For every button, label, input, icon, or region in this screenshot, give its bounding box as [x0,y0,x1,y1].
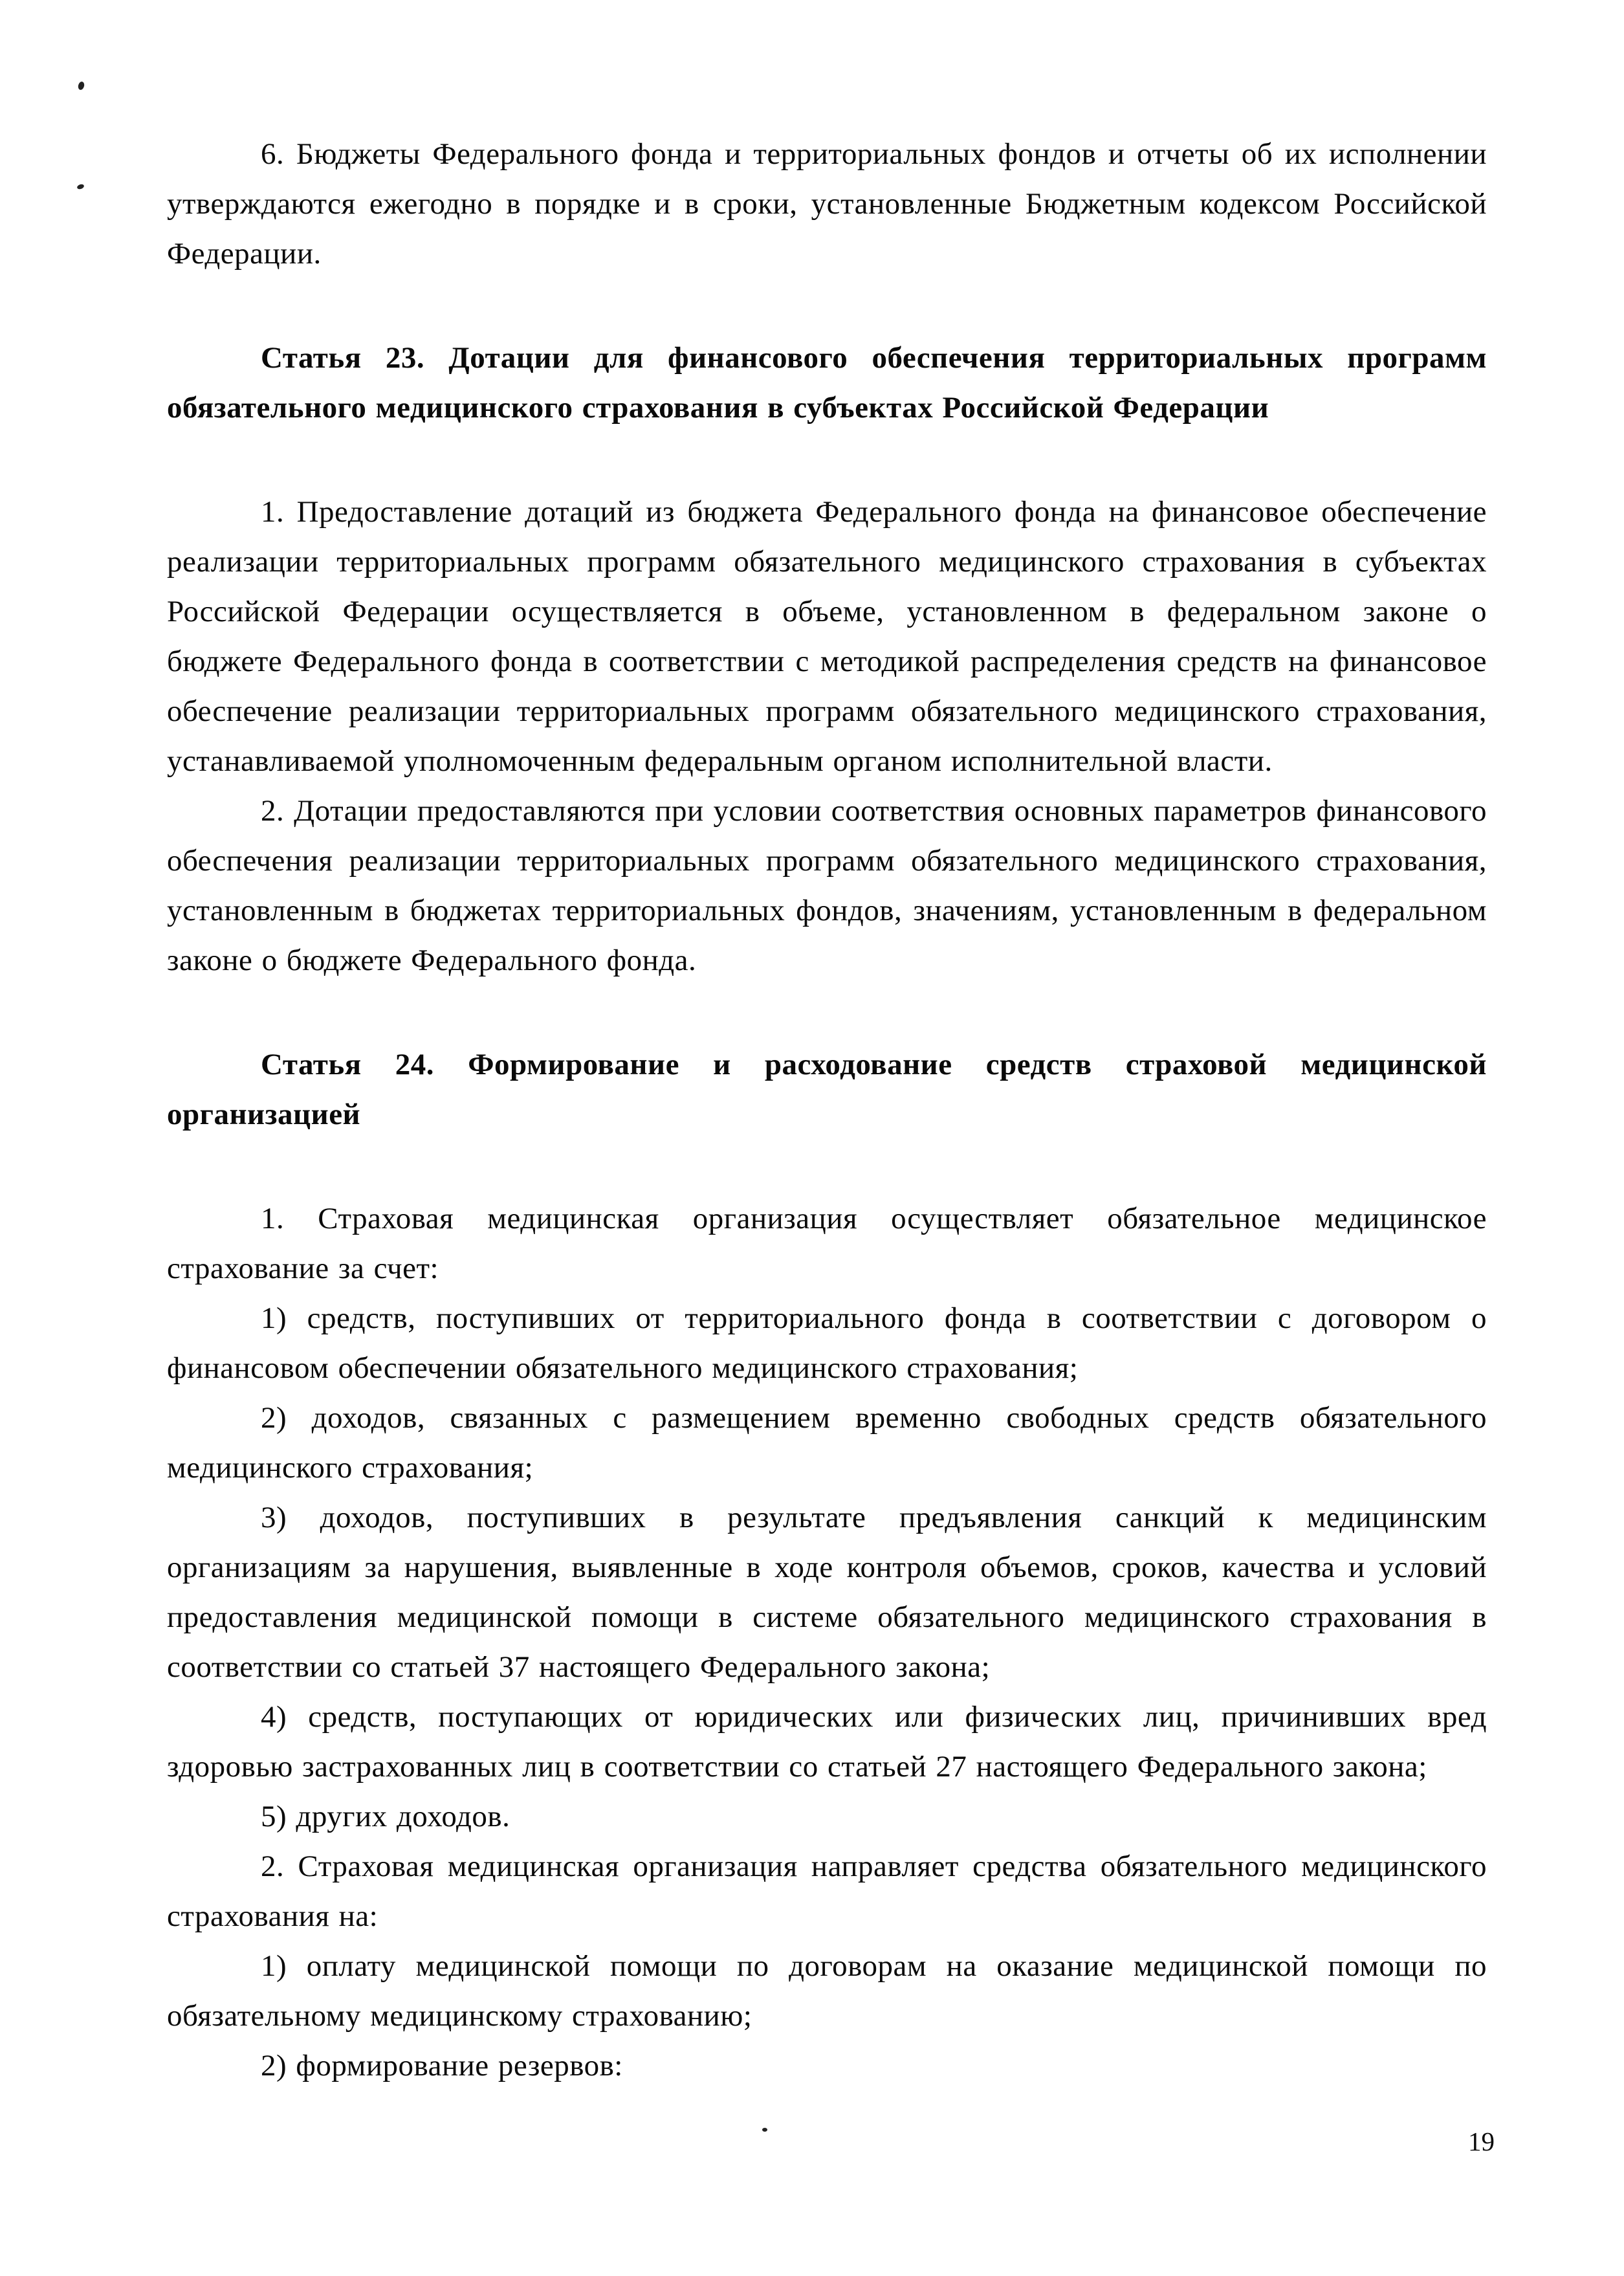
article-24-clause-2: 2. Страховая медицинская организация направляет средства обязательного медицинского страхования на: [167,1850,1487,1933]
document-content [167,129,1487,2091]
article-24-clause-1-item-5: 5) других доходов. [261,1800,510,1833]
article-24-clause-1-item-3: 3) доходов, поступивших в результате предъявления санкций к медицинским организациям за нарушения, выявленные в ходе контроля объемов, сроков, качества и условий предоставления медицинской помощи в системе обязательного медицинского страхования в соответствии со статьей 37 настоящего Федерального закона; [167,1501,1487,1684]
article-23-clause-2: 2. Дотации предоставляются при условии соответствия основных параметров финансового обеспечения реализации территориальных программ обязательного медицинского страхования, установленным в бюджетах территориальных фондов, значениям, установленным в федеральном законе о бюджете Федерального фонда. [167,794,1487,977]
scan-artifact-dot [76,183,85,190]
article-23-heading: Статья 23. Дотации для финансового обеспечения территориальных программ обязательного медицинского страхования в субъектах Российской Федерации [167,341,1487,425]
article-24-clause-1-item-1: 1) средств, поступивших от территориального фонда в соответствии с договором о финансовом обеспечении обязательного медицинского страхования; [167,1301,1487,1385]
page-number: 19 [1468,2127,1495,2156]
article-24-heading: Статья 24. Формирование и расходование средств страховой медицинской организацией [167,1048,1487,1131]
scan-artifact-dot [762,2128,767,2132]
article-24-clause-1: 1. Страховая медицинская организация осуществляет обязательное медицинское страхование за счет: [167,1202,1487,1285]
clause-6-paragraph: 6. Бюджеты Федерального фонда и территориальных фондов и отчеты об их исполнении утверждаются ежегодно в порядке и в сроки, установленные Бюджетным кодексом Российской Федерации. [167,137,1487,271]
article-23-clause-1: 1. Предоставление дотаций из бюджета Федерального фонда на финансовое обеспечение реализации территориальных программ обязательного медицинского страхования в субъектах Российской Федерации осуществляется в объеме, установленном в федеральном законе о бюджете Федерального фонда в соответствии с методикой распределения средств на финансовое обеспечение реализации территориальных программ обязательного медицинского страхования, устанавливаемой уполномоченным федеральным органом исполнительной власти. [167,495,1487,778]
article-24-clause-2-item-1: 1) оплату медицинской помощи по договорам на оказание медицинской помощи по обязательному медицинскому страхованию; [167,1949,1487,2033]
article-24-clause-2-item-2: 2) формирование резервов: [261,2049,623,2083]
scan-artifact-dot [77,81,85,91]
article-24-clause-1-item-2: 2) доходов, связанных с размещением временно свободных средств обязательного медицинского страхования; [167,1401,1487,1485]
article-24-clause-1-item-4: 4) средств, поступающих от юридических или физических лиц, причинивших вред здоровью застрахованных лиц в соответствии со статьей 27 настоящего Федерального закона; [167,1700,1487,1784]
